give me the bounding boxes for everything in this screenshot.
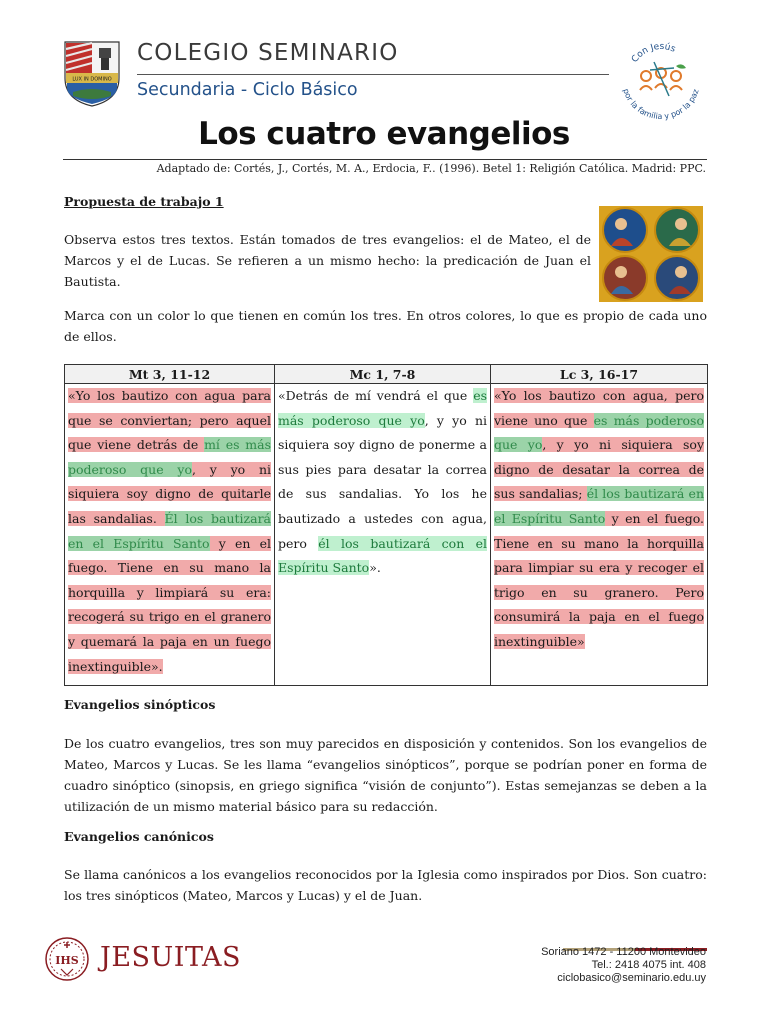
text-segment: mí es más poderoso que yo — [68, 437, 271, 477]
text-segment: , y yo ni siquiera soy digno de ponerme a sus pies para desatar la correa de sus sandalias. Yo los he bautizado a ustedes con agua, pero — [278, 412, 488, 551]
text-segment: «Yo los bautizo con agua, pero viene uno que — [494, 388, 704, 428]
column-header-lc: Lc 3, 16-17 — [491, 365, 708, 384]
canonical-paragraph: Se llama canónicos a los evangelios reconocidos por la Iglesia como inspirados por Dios. Son cuatro: los tres sinópticos (Mateo, Marcos y Lucas) y el de Juan. — [64, 867, 707, 903]
footer-divider — [563, 936, 707, 939]
gospel-text-mt — [65, 384, 275, 686]
text-segment: Él los bautizará en el Espíritu Santo — [68, 510, 271, 551]
svg-text:Con Jesús — [630, 42, 677, 65]
section-heading-canonicos: Evangelios canónicos — [64, 829, 214, 844]
text-segment: es más poderoso que yo — [278, 388, 487, 428]
con-jesus-logo — [614, 32, 708, 126]
intro-paragraph: Observa estos tres textos. Están tomados de tres evangelios: el de Mateo, el de Marcos y el de Lucas. Se refieren a un mismo hecho: la predicación de Juan el Bautista. — [64, 232, 591, 289]
gospel-text-lc — [491, 384, 708, 686]
text-segment: ». — [369, 560, 381, 576]
school-subtitle: Secundaria - Ciclo Básico — [137, 80, 358, 100]
table-header-row — [65, 365, 708, 384]
synoptic-paragraph: De los cuatro evangelios, tres son muy parecidos en disposición y contenidos. Son los evangelios de Mateo, Marcos y Lucas. Se les llama “evangelios sinópticos”, porque se podrían poner en forma de cuadro sinóptico (sinopsis, en griego significa “visión de conjunto”). Estas semejanzas se deben a la utilización de un mismo material básico para su redacción. — [64, 736, 707, 814]
footer-email[interactable]: ciclobasico@seminario.edu.uy — [557, 972, 706, 984]
footer-contact — [541, 946, 706, 985]
text-segment: , y yo ni siquiera soy digno de desatar la correa de sus sandalias; — [494, 437, 704, 502]
text-segment: y en el fuego. Tiene en su mano la horquilla y limpiará su era: recogerá su trigo en el granero y quemará la paja en un fuego inextinguible». — [68, 535, 272, 674]
gospel-comparison-table — [64, 364, 708, 686]
logo-top-text: Con Jesús — [630, 41, 677, 65]
jesuitas-wordmark: JESUITAS — [100, 942, 241, 973]
text-segment: «Detrás de mí vendrá el que — [278, 388, 474, 403]
text-segment: «Yo los bautizo con agua para que se conviertan; pero aquel que viene detrás de — [68, 388, 271, 453]
source-citation: Adaptado de: Cortés, J., Cortés, M. A., Erdocia, F.. (1996). Betel 1: Religión Católica. Madrid: PPC. — [156, 162, 706, 175]
text-segment: , y yo ni siquiera soy digno de quitarle las sandalias. — [68, 461, 272, 526]
text-segment: es más poderoso que yo — [494, 412, 704, 453]
school-name: COLEGIO SEMINARIO — [137, 40, 399, 66]
logo-bottom-text: por la familia y por la paz — [621, 87, 701, 122]
gospel-text-mc — [275, 384, 491, 686]
section-heading-propuesta: Propuesta de trabajo 1 — [64, 194, 224, 209]
header-divider — [137, 74, 609, 75]
title-divider — [63, 159, 707, 160]
page-title: Los cuatro evangelios — [198, 116, 570, 152]
text-segment: él los bautizará con el Espíritu Santo — [278, 535, 487, 576]
table-row — [65, 384, 708, 686]
seal-text: IHS — [55, 954, 79, 967]
school-crest-logo — [63, 40, 121, 108]
text-segment: él los bautizará en el Espíritu Santo — [494, 486, 704, 526]
footer-phone: Tel.: 2418 4075 int. 408 — [591, 959, 706, 971]
crest-motto: LUX IN DOMINO — [72, 76, 112, 83]
text-segment: y en el fuego. Tiene en su mano la horquilla para limpiar su era y recoger el trigo en su granero. Pero consumirá la paja en el fuego inextinguible» — [494, 510, 704, 649]
column-header-mt: Mt 3, 11-12 — [65, 365, 275, 384]
footer-address: Soriano 1472 - 11200 Montevideo — [541, 946, 706, 958]
jesuit-seal-logo — [44, 936, 90, 982]
column-header-mc: Mc 1, 7-8 — [275, 365, 491, 384]
instructions-paragraph: Marca con un color lo que tienen en común los tres. En otros colores, lo que es propio de cada uno de ellos. — [64, 308, 707, 344]
section-heading-sinopticos: Evangelios sinópticos — [64, 697, 216, 712]
evangelists-icon-image — [599, 206, 703, 302]
